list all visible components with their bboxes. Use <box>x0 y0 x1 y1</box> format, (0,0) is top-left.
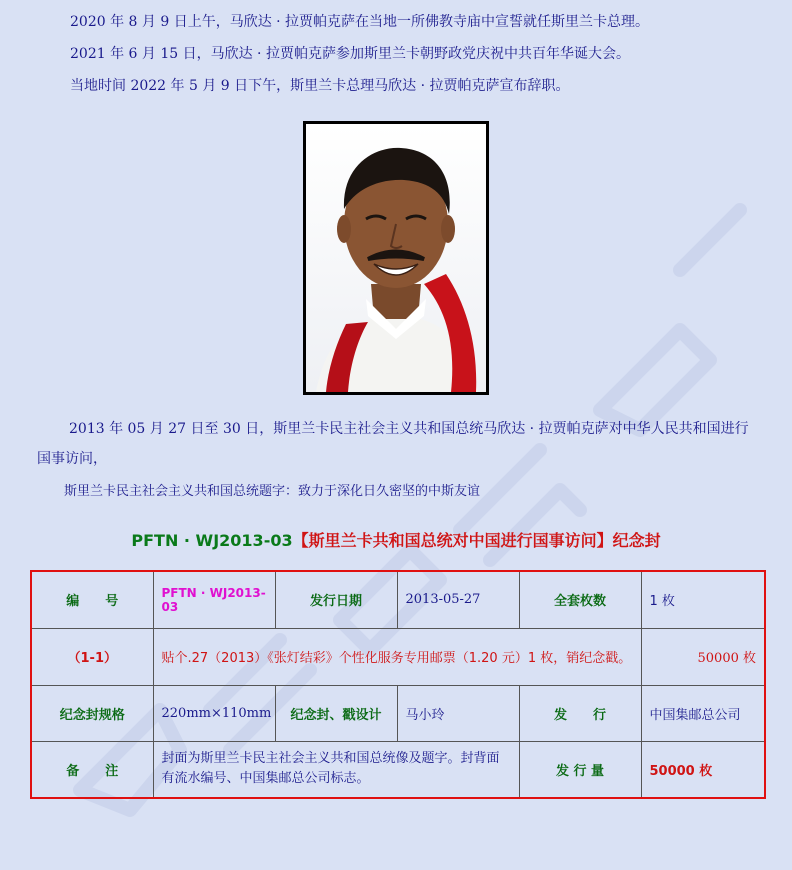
paragraph-2022-resign: 当地时间 2022 年 5 月 9 日下午，斯里兰卡总理马欣达 · 拉贾帕克萨宣布辞职。 <box>70 78 570 94</box>
value-designer: 马小玲 <box>397 685 519 741</box>
value-issue-date: 2013-05-27 <box>397 571 519 628</box>
cover-code: PFTN · WJ2013-03 <box>131 531 293 550</box>
value-number: PFTN · WJ2013-03 <box>153 571 275 628</box>
table-row <box>31 571 765 628</box>
paragraph-2013-visit: 2013 年 05 月 27 日至 30 日，斯里兰卡民主社会主义共和国总统马欣达 · 拉贾帕克萨对中华人民共和国进行国事访问， <box>37 421 749 467</box>
label-number: 编 号 <box>31 571 153 628</box>
value-volume: 50000 枚 <box>641 741 765 798</box>
label-cover-spec: 纪念封规格 <box>31 685 153 741</box>
value-item-desc: 贴个.27（2013）《张灯结彩》个性化服务专用邮票（1.20 元）1 枚，销纪念戳。 <box>153 628 641 685</box>
cover-name: 【斯里兰卡共和国总统对中国进行国事访问】纪念封 <box>292 531 661 550</box>
cover-title <box>0 528 792 551</box>
portrait-illustration <box>306 124 486 392</box>
label-designer: 纪念封、戳设计 <box>275 685 397 741</box>
table-row <box>31 741 765 798</box>
portrait-photo <box>303 121 489 395</box>
cover-info-table <box>30 570 766 799</box>
paragraph-2021-event: 2021 年 6 月 15 日，马欣达 · 拉贾帕克萨参加斯里兰卡朝野政党庆祝中共百年华诞大会。 <box>70 46 630 62</box>
label-issuer: 发 行 <box>519 685 641 741</box>
label-volume: 发 行 量 <box>519 741 641 798</box>
value-issuer: 中国集邮总公司 <box>641 685 765 741</box>
value-set-count: 1 枚 <box>641 571 765 628</box>
label-issue-date: 发行日期 <box>275 571 397 628</box>
paragraph-2020-oath: 2020 年 8 月 9 日上午，马欣达 · 拉贾帕克萨在当地一所佛教寺庙中宣誓就任斯里兰卡总理。 <box>70 14 650 30</box>
paragraph-inscription: 斯里兰卡民主社会主义共和国总统题字：致力于深化日久密坚的中斯友谊 <box>64 484 481 499</box>
table-row <box>31 685 765 741</box>
value-cover-spec: 220mm×110mm <box>153 685 275 741</box>
label-item: （1-1） <box>31 628 153 685</box>
label-remarks: 备 注 <box>31 741 153 798</box>
table-row <box>31 628 765 685</box>
label-set-count: 全套枚数 <box>519 571 641 628</box>
value-remarks: 封面为斯里兰卡民主社会主义共和国总统像及题字。封背面有流水编号、中国集邮总公司标志。 <box>153 741 519 798</box>
value-item-qty: 50000 枚 <box>641 628 765 685</box>
